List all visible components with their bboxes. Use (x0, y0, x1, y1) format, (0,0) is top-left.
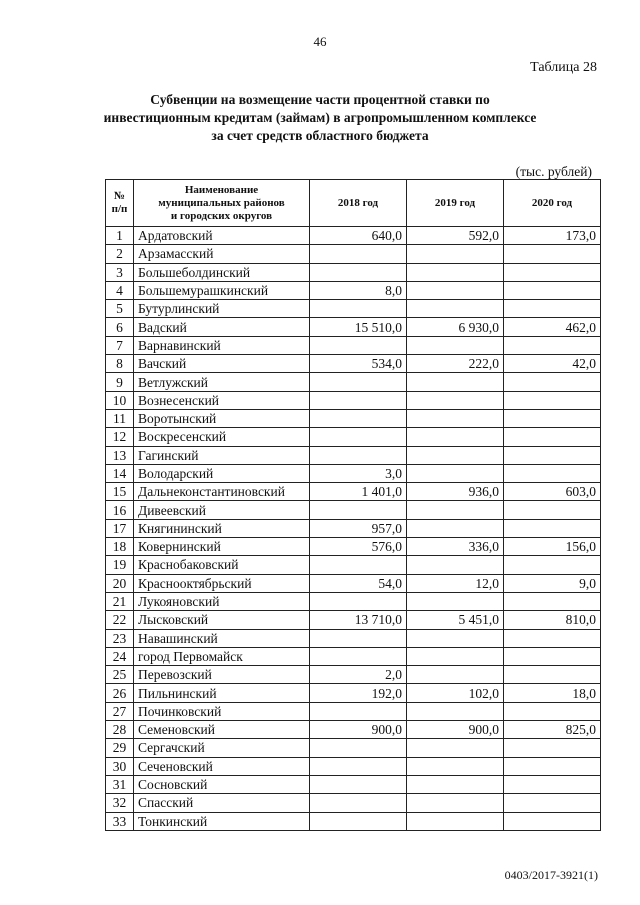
district-name: Вадский (134, 318, 310, 336)
value-2018 (310, 702, 407, 720)
value-2018: 54,0 (310, 574, 407, 592)
value-2020 (504, 812, 601, 830)
value-2019: 6 930,0 (407, 318, 504, 336)
district-name: Пильнинский (134, 684, 310, 702)
value-2020 (504, 702, 601, 720)
header-2019: 2019 год (407, 180, 504, 227)
district-name: Княгининский (134, 519, 310, 537)
value-2018: 576,0 (310, 538, 407, 556)
value-2020 (504, 336, 601, 354)
header-2020: 2020 год (504, 180, 601, 227)
district-name: Ардатовский (134, 227, 310, 245)
value-2019 (407, 519, 504, 537)
value-2019 (407, 702, 504, 720)
value-2019 (407, 263, 504, 281)
value-2019: 936,0 (407, 483, 504, 501)
table-row (106, 684, 601, 702)
value-2019 (407, 794, 504, 812)
value-2020 (504, 794, 601, 812)
row-number: 1 (106, 227, 134, 245)
district-name: Спасский (134, 794, 310, 812)
table-row (106, 757, 601, 775)
header-2018: 2018 год (310, 180, 407, 227)
value-2019 (407, 666, 504, 684)
title-line: за счет средств областного бюджета (211, 128, 429, 143)
title-line: Субвенции на возмещение части процентной ставки по (150, 92, 490, 107)
value-2020 (504, 464, 601, 482)
row-number: 18 (106, 538, 134, 556)
header-num-line: № (113, 190, 126, 202)
value-2020: 173,0 (504, 227, 601, 245)
value-2019 (407, 391, 504, 409)
row-number: 2 (106, 245, 134, 263)
table-row (106, 794, 601, 812)
value-2019 (407, 464, 504, 482)
value-2018: 957,0 (310, 519, 407, 537)
value-2019 (407, 775, 504, 793)
value-2018 (310, 373, 407, 391)
district-name: город Первомайск (134, 647, 310, 665)
row-number: 24 (106, 647, 134, 665)
value-2018 (310, 428, 407, 446)
district-name: Тонкинский (134, 812, 310, 830)
value-2020 (504, 757, 601, 775)
value-2020: 156,0 (504, 538, 601, 556)
value-2018: 15 510,0 (310, 318, 407, 336)
value-2020: 825,0 (504, 721, 601, 739)
table-label: Таблица 28 (530, 60, 597, 75)
table-row (106, 227, 601, 245)
district-name: Лукояновский (134, 592, 310, 610)
value-2020 (504, 775, 601, 793)
district-name: Большемурашкинский (134, 281, 310, 299)
title-line: инвестиционным кредитам (займам) в агропромышленном комплексе (103, 110, 537, 125)
row-number: 6 (106, 318, 134, 336)
value-2018: 13 710,0 (310, 611, 407, 629)
value-2019 (407, 281, 504, 299)
table-row (106, 245, 601, 263)
row-number: 23 (106, 629, 134, 647)
value-2020 (504, 592, 601, 610)
row-number: 17 (106, 519, 134, 537)
district-name: Ковернинский (134, 538, 310, 556)
row-number: 22 (106, 611, 134, 629)
district-name: Ветлужский (134, 373, 310, 391)
value-2020 (504, 409, 601, 427)
value-2018 (310, 501, 407, 519)
district-name: Бутурлинский (134, 300, 310, 318)
value-2019 (407, 556, 504, 574)
district-name: Варнавинский (134, 336, 310, 354)
row-number: 19 (106, 556, 134, 574)
header-name-line: и городских округов (170, 209, 273, 222)
value-2019 (407, 409, 504, 427)
value-2020 (504, 281, 601, 299)
row-number: 9 (106, 373, 134, 391)
value-2018 (310, 592, 407, 610)
value-2020 (504, 519, 601, 537)
value-2019: 222,0 (407, 355, 504, 373)
value-2018: 640,0 (310, 227, 407, 245)
value-2020 (504, 391, 601, 409)
row-number: 7 (106, 336, 134, 354)
row-number: 27 (106, 702, 134, 720)
row-number: 4 (106, 281, 134, 299)
value-2018 (310, 794, 407, 812)
value-2019 (407, 629, 504, 647)
district-name: Вачский (134, 355, 310, 373)
value-2019 (407, 245, 504, 263)
table-row (106, 647, 601, 665)
table-header-row (106, 180, 601, 227)
row-number: 10 (106, 391, 134, 409)
value-2018: 8,0 (310, 281, 407, 299)
district-name: Володарский (134, 464, 310, 482)
header-num-line: п/п (111, 203, 128, 215)
table-row (106, 812, 601, 830)
table-row (106, 409, 601, 427)
row-number: 8 (106, 355, 134, 373)
table-row (106, 501, 601, 519)
table-row (106, 611, 601, 629)
value-2018 (310, 556, 407, 574)
header-name-line: Наименование (184, 183, 259, 196)
table-row (106, 373, 601, 391)
district-name: Дивеевский (134, 501, 310, 519)
table-row (106, 318, 601, 336)
table-row (106, 629, 601, 647)
value-2020: 810,0 (504, 611, 601, 629)
table-row (106, 574, 601, 592)
value-2019 (407, 757, 504, 775)
document-code: 0403/2017-3921(1) (504, 868, 598, 882)
page-number: 46 (313, 34, 327, 49)
table-row (106, 446, 601, 464)
table-row (106, 592, 601, 610)
row-number: 3 (106, 263, 134, 281)
row-number: 13 (106, 446, 134, 464)
row-number: 25 (106, 666, 134, 684)
table-row (106, 428, 601, 446)
value-2018 (310, 647, 407, 665)
district-name: Сергачский (134, 739, 310, 757)
table-row (106, 281, 601, 299)
value-2019 (407, 592, 504, 610)
row-number: 5 (106, 300, 134, 318)
table-row (106, 300, 601, 318)
table-row (106, 464, 601, 482)
table-title (95, 91, 545, 145)
value-2019: 592,0 (407, 227, 504, 245)
value-2020 (504, 263, 601, 281)
value-2019: 5 451,0 (407, 611, 504, 629)
district-name: Сеченовский (134, 757, 310, 775)
value-2020 (504, 245, 601, 263)
table-row (106, 538, 601, 556)
table-row (106, 775, 601, 793)
value-2018: 2,0 (310, 666, 407, 684)
value-2018 (310, 775, 407, 793)
row-number: 31 (106, 775, 134, 793)
value-2019 (407, 336, 504, 354)
value-2018 (310, 739, 407, 757)
value-2019 (407, 428, 504, 446)
row-number: 15 (106, 483, 134, 501)
table-row (106, 263, 601, 281)
value-2020 (504, 739, 601, 757)
value-2019: 102,0 (407, 684, 504, 702)
row-number: 28 (106, 721, 134, 739)
value-2018 (310, 409, 407, 427)
table-row (106, 721, 601, 739)
district-name: Воскресенский (134, 428, 310, 446)
table-row (106, 666, 601, 684)
district-name: Навашинский (134, 629, 310, 647)
table-row (106, 483, 601, 501)
row-number: 30 (106, 757, 134, 775)
row-number: 14 (106, 464, 134, 482)
row-number: 32 (106, 794, 134, 812)
table-row (106, 391, 601, 409)
value-2019: 12,0 (407, 574, 504, 592)
value-2020 (504, 629, 601, 647)
value-2020 (504, 373, 601, 391)
value-2019 (407, 739, 504, 757)
table-row (106, 336, 601, 354)
district-name: Большеболдинский (134, 263, 310, 281)
header-num (106, 180, 134, 227)
district-name: Вознесенский (134, 391, 310, 409)
value-2018 (310, 446, 407, 464)
subsidies-table (105, 179, 601, 831)
value-2019: 336,0 (407, 538, 504, 556)
value-2018 (310, 629, 407, 647)
value-2020 (504, 446, 601, 464)
value-2019 (407, 446, 504, 464)
value-2020 (504, 647, 601, 665)
value-2018 (310, 812, 407, 830)
district-name: Починковский (134, 702, 310, 720)
value-2018 (310, 263, 407, 281)
value-2018 (310, 757, 407, 775)
table-row (106, 519, 601, 537)
value-2019: 900,0 (407, 721, 504, 739)
district-name: Семеновский (134, 721, 310, 739)
value-2020 (504, 501, 601, 519)
value-2020 (504, 556, 601, 574)
table-row (106, 702, 601, 720)
table-row (106, 739, 601, 757)
value-2020 (504, 300, 601, 318)
value-2018 (310, 245, 407, 263)
district-name: Краснооктябрьский (134, 574, 310, 592)
value-2018 (310, 300, 407, 318)
value-2020 (504, 428, 601, 446)
value-2020: 42,0 (504, 355, 601, 373)
value-2020: 18,0 (504, 684, 601, 702)
value-2020: 462,0 (504, 318, 601, 336)
row-number: 20 (106, 574, 134, 592)
value-2018: 192,0 (310, 684, 407, 702)
table-row (106, 556, 601, 574)
district-name: Арзамасский (134, 245, 310, 263)
value-2019 (407, 300, 504, 318)
value-2018: 1 401,0 (310, 483, 407, 501)
value-2018 (310, 391, 407, 409)
value-2020: 9,0 (504, 574, 601, 592)
row-number: 21 (106, 592, 134, 610)
district-name: Сосновский (134, 775, 310, 793)
header-name-line: муниципальных районов (158, 196, 285, 209)
units-label: (тыс. рублей) (515, 164, 592, 179)
table-row (106, 355, 601, 373)
value-2020 (504, 666, 601, 684)
district-name: Воротынский (134, 409, 310, 427)
row-number: 16 (106, 501, 134, 519)
value-2019 (407, 373, 504, 391)
row-number: 11 (106, 409, 134, 427)
row-number: 29 (106, 739, 134, 757)
value-2020: 603,0 (504, 483, 601, 501)
value-2018: 900,0 (310, 721, 407, 739)
header-name (134, 180, 310, 227)
value-2019 (407, 812, 504, 830)
value-2019 (407, 647, 504, 665)
row-number: 12 (106, 428, 134, 446)
district-name: Перевозский (134, 666, 310, 684)
value-2018: 534,0 (310, 355, 407, 373)
district-name: Дальнеконстантиновский (134, 483, 310, 501)
row-number: 33 (106, 812, 134, 830)
value-2018 (310, 336, 407, 354)
row-number: 26 (106, 684, 134, 702)
district-name: Гагинский (134, 446, 310, 464)
value-2019 (407, 501, 504, 519)
district-name: Краснобаковский (134, 556, 310, 574)
district-name: Лысковский (134, 611, 310, 629)
value-2018: 3,0 (310, 464, 407, 482)
